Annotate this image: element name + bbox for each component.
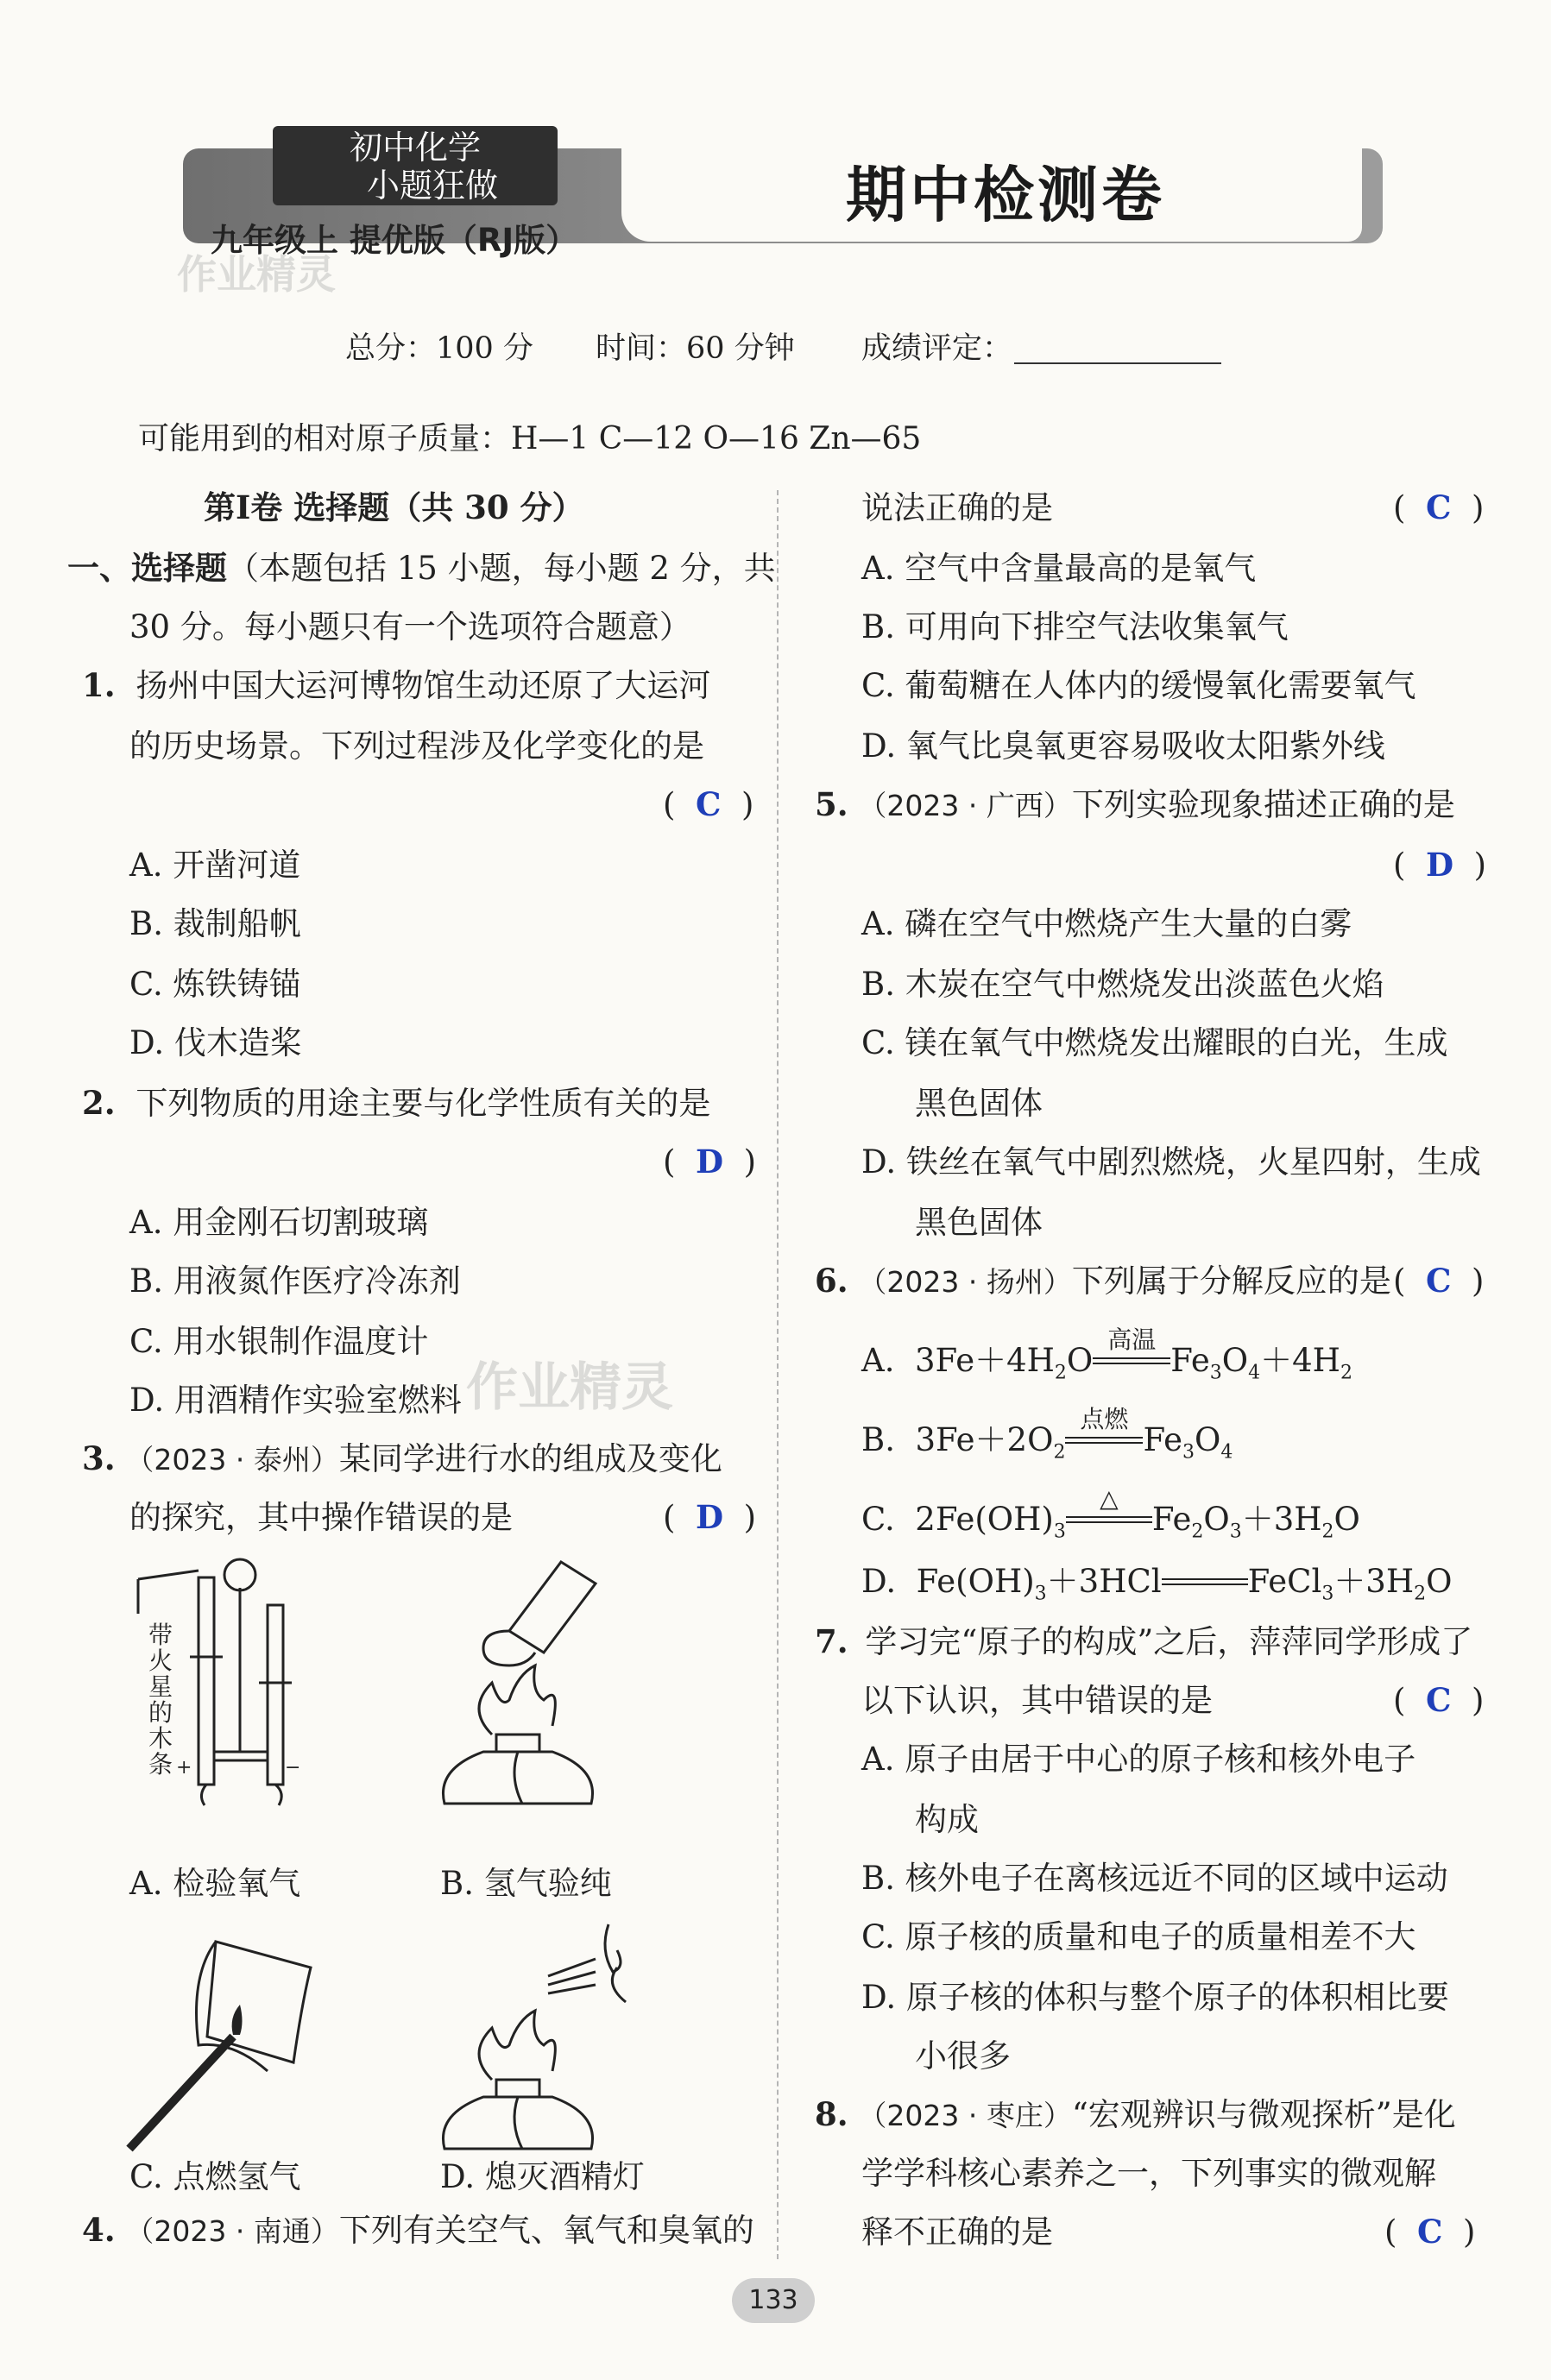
question-source: （2023 · 广西） — [858, 789, 1072, 822]
section-title: 第Ⅰ卷 选择题（共 30 分） — [204, 488, 584, 526]
stem-text: 扬州中国大运河博物馆生动还原了大运河 — [136, 667, 711, 704]
figure-b-purity-test — [432, 1553, 630, 1838]
q5-option-a: A. 磷在空气中燃烧产生大量的白雾 — [861, 905, 1352, 942]
stem-text: 下列有关空气、氧气和臭氧的 — [338, 2212, 754, 2249]
svg-text:+: + — [176, 1757, 192, 1779]
answer-value: C — [1425, 1681, 1452, 1719]
question-7-stem — [815, 1622, 1473, 1660]
svg-text:−: − — [285, 1757, 301, 1779]
q6-option-b: B. $3Fe+2O_2$ 点燃 $Fe_3O_4$ — [861, 1405, 1233, 1464]
q5-option-c: C. 镁在氧气中燃烧发出耀眼的白光，生成 — [861, 1024, 1448, 1061]
question-3-stem-2 — [129, 1499, 513, 1536]
q4-option-b: B. 可用向下排空气法收集氧气 — [861, 608, 1289, 645]
question-source: （2023 · 南通） — [125, 2214, 339, 2248]
condition-label: 点燃 — [1080, 1405, 1129, 1433]
question-8-stem-2: 学学科核心素养之一，下列事实的微观解 — [861, 2155, 1436, 2192]
condition-label: △ — [1100, 1484, 1119, 1513]
question-7-stem-2: 以下认识，其中错误的是 — [861, 1682, 1213, 1719]
part-heading — [67, 549, 776, 587]
q4-option-c: C. 葡萄糖在人体内的缓慢氧化需要氧气 — [861, 667, 1416, 704]
question-number: 5. — [815, 785, 848, 823]
total-score: 总分：100 分 — [345, 331, 533, 366]
answer-blank-8: ( C ) — [1384, 2213, 1476, 2251]
grade-label: 成绩评定： — [861, 331, 1013, 366]
q1-option-b: B. 裁制船帆 — [129, 905, 301, 942]
column-divider — [777, 490, 779, 2259]
q6-option-a: A. $3Fe+4H_2O$ 高温 $Fe_3O_4+4H_2$ — [861, 1325, 1352, 1384]
stem-text: 某同学进行水的组成及变化 — [338, 1440, 722, 1477]
question-8-stem-3: 释不正确的是 — [861, 2213, 1053, 2251]
figure-b-caption: B. 氢气验纯 — [440, 1865, 612, 1902]
q5-option-d: D. 铁丝在氧气中剧烈燃烧，火星四射，生成 — [861, 1143, 1481, 1181]
question-4-stem-2: 说法正确的是 — [861, 489, 1053, 526]
q2-option-a: A. 用金刚石切割玻璃 — [129, 1204, 429, 1241]
q4-option-d: D. 氧气比臭氧更容易吸收太阳紫外线 — [861, 727, 1385, 765]
q2-option-c: C. 用水银制作温度计 — [129, 1323, 429, 1360]
reaction-equals — [1162, 1578, 1248, 1592]
answer-value: D — [695, 1143, 724, 1181]
question-5-stem — [815, 785, 1455, 823]
grade-blank — [1014, 362, 1221, 364]
q2-option-d: D. 用酒精作实验室燃料 — [129, 1382, 462, 1419]
answer-value: C — [1425, 1262, 1452, 1300]
answer-value: C — [1425, 488, 1452, 526]
question-number: 2. — [82, 1084, 116, 1122]
answer-value: C — [695, 785, 722, 823]
q7-option-a-cont: 构成 — [915, 1801, 979, 1838]
stem-text-2: 的探究，其中操作错误的是 — [129, 1499, 513, 1536]
part-label: 一、选择题 — [67, 549, 227, 587]
reaction-condition — [1065, 1405, 1143, 1451]
q7-option-d-cont: 小很多 — [915, 2037, 1011, 2075]
question-source: （2023 · 泰州） — [125, 1443, 339, 1476]
question-2-stem — [82, 1084, 711, 1122]
q7-option-d: D. 原子核的体积与整个原子的体积相比要 — [861, 1979, 1449, 2016]
question-6-stem — [815, 1262, 1391, 1300]
q1-option-d: D. 伐木造桨 — [129, 1024, 302, 1061]
q6-option-d: D. $Fe(OH)_3+3HCl$ $FeCl_3+3H_2O$ — [861, 1563, 1453, 1605]
answer-blank-2: ( D ) — [663, 1143, 757, 1181]
answer-blank-1: ( C ) — [663, 785, 754, 823]
question-number: 7. — [815, 1622, 848, 1660]
q7-option-a: A. 原子由居于中心的原子核和核外电子 — [861, 1741, 1416, 1778]
exam-title: 期中检测卷 — [846, 160, 1165, 230]
series-line-1: 初中化学 — [349, 129, 481, 167]
figure-d-caption: D. 熄灭酒精灯 — [440, 2158, 645, 2195]
question-number: 1. — [82, 666, 116, 704]
figure-d-extinguish-lamp — [440, 1916, 665, 2166]
question-3-stem — [82, 1439, 722, 1477]
question-source: （2023 · 扬州） — [858, 1265, 1072, 1299]
answer-value: C — [1416, 2213, 1443, 2251]
question-8-stem — [815, 2095, 1456, 2133]
condition-label: 高温 — [1107, 1325, 1157, 1354]
stem-text: “宏观辨识与微观探析”是化 — [1071, 2096, 1456, 2133]
question-number: 6. — [815, 1262, 848, 1300]
q7-option-b: B. 核外电子在离核远近不同的区域中运动 — [861, 1860, 1448, 1897]
question-number: 8. — [815, 2095, 848, 2133]
series-label — [273, 126, 558, 205]
answer-blank-6: ( C ) — [1393, 1262, 1485, 1300]
question-number: 3. — [82, 1439, 116, 1477]
figure-c-ignite-hydrogen — [121, 1933, 328, 2157]
q5-option-b: B. 木炭在空气中燃烧发出淡蓝色火焰 — [861, 966, 1384, 1003]
answer-value: D — [695, 1498, 724, 1536]
answer-blank-7: ( C ) — [1393, 1681, 1485, 1719]
part-desc-2: 30 分。每小题只有一个选项符合题意） — [129, 608, 691, 645]
part-desc: （本题包括 15 小题，每小题 2 分，共 — [227, 550, 776, 587]
question-1-stem — [82, 666, 711, 704]
watermark: 作业精灵 — [466, 1357, 673, 1418]
figure-c-caption: C. 点燃氢气 — [129, 2158, 301, 2195]
exam-time: 时间：60 分钟 — [596, 331, 795, 366]
answer-blank-3: ( D ) — [663, 1498, 757, 1536]
answer-blank-5: ( D ) — [1393, 846, 1487, 884]
q6-option-c: C. $2Fe(OH)_3$ △ $Fe_2O_3+3H_2O$ — [861, 1484, 1360, 1543]
figure-a-caption: A. 检验氧气 — [129, 1865, 301, 1902]
q1-option-a: A. 开凿河道 — [129, 847, 301, 884]
question-4-stem — [82, 2211, 754, 2249]
q2-option-b: B. 用液氮作医疗冷冻剂 — [129, 1262, 461, 1300]
question-number: 4. — [82, 2211, 116, 2249]
reaction-condition — [1093, 1325, 1170, 1371]
stem-text: 下列属于分解反应的是 — [1071, 1262, 1391, 1300]
watermark: 作业精灵 — [177, 251, 336, 298]
stem-text: 学习完“原子的构成”之后，萍萍同学形成了 — [865, 1623, 1473, 1660]
stem-text: 下列物质的用途主要与化学性质有关的是 — [136, 1085, 711, 1122]
answer-blank-4: ( C ) — [1393, 488, 1485, 526]
figure-a-label: 带火星的木条 — [148, 1621, 173, 1779]
q7-option-c: C. 原子核的质量和电子的质量相差不大 — [861, 1918, 1416, 1955]
page-number: 133 — [732, 2278, 815, 2323]
answer-value: D — [1425, 846, 1454, 884]
grade-edition: 九年级上 提优版（RJ版） — [211, 222, 578, 259]
q4-option-a: A. 空气中含量最高的是氧气 — [861, 550, 1257, 587]
question-1-stem-2: 的历史场景。下列过程涉及化学变化的是 — [129, 727, 704, 765]
q5-option-d-cont: 黑色固体 — [915, 1204, 1043, 1241]
stem-text: 下列实验现象描述正确的是 — [1071, 786, 1455, 823]
series-line-2: 小题狂做 — [366, 167, 498, 205]
q1-option-c: C. 炼铁铸锚 — [129, 966, 301, 1003]
atomic-mass-info: 可能用到的相对原子质量：H—1 C—12 O—16 Zn—65 — [138, 421, 922, 456]
question-source: （2023 · 枣庄） — [858, 2099, 1072, 2132]
reaction-condition — [1066, 1484, 1152, 1530]
q5-option-c-cont: 黑色固体 — [915, 1085, 1043, 1122]
